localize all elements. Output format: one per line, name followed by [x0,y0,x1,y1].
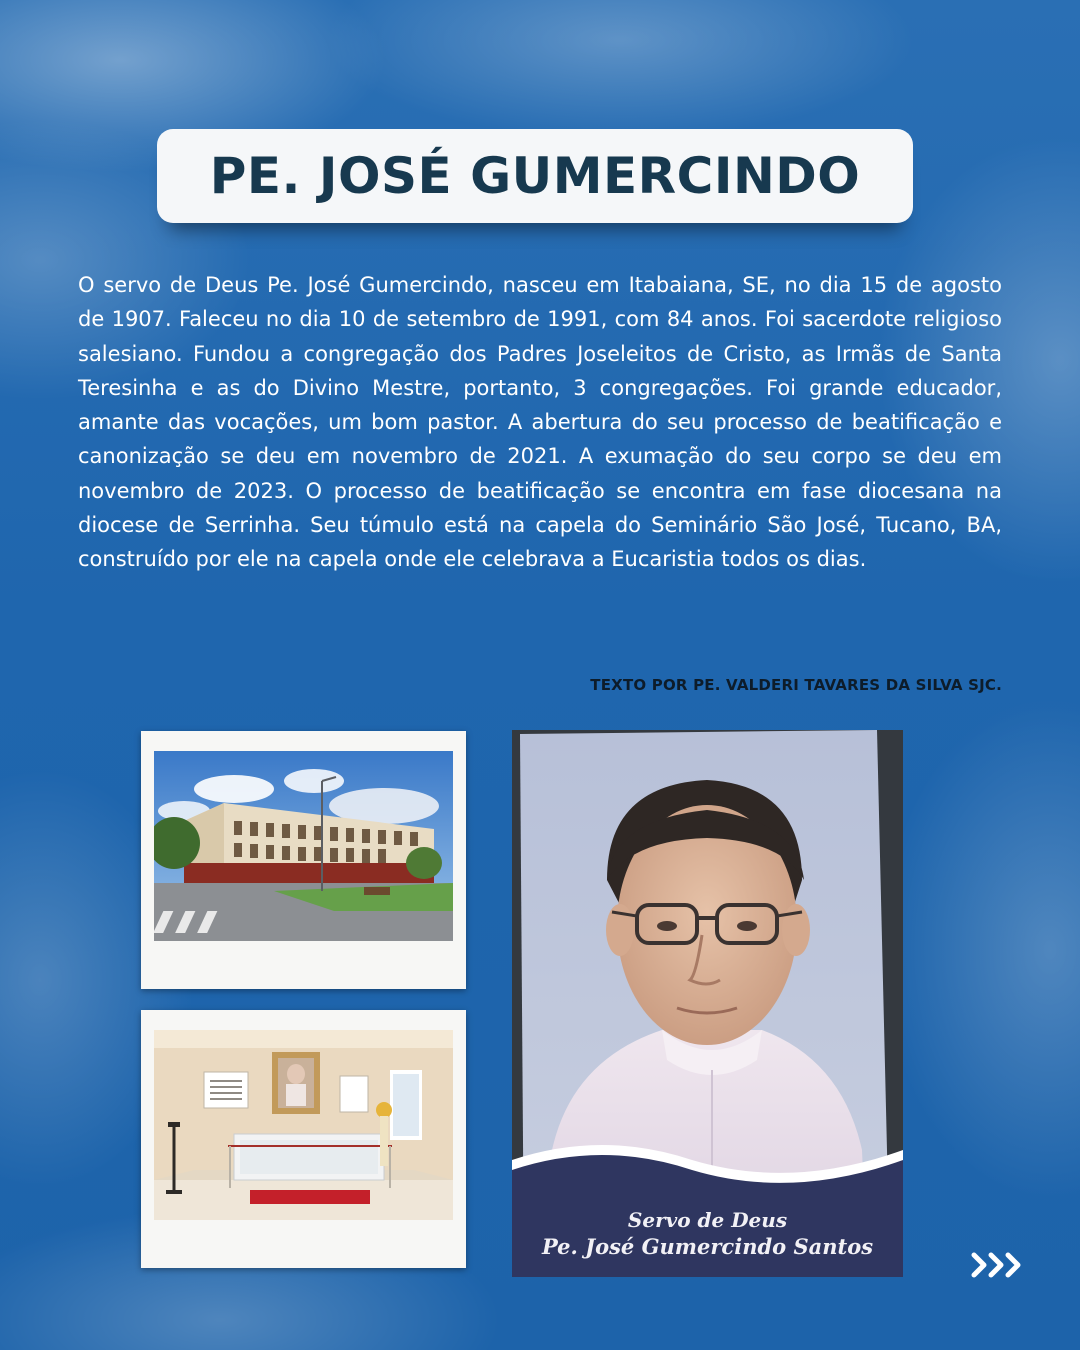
priest-portrait-image [512,730,903,1277]
card-caption-title: Servo de Deus [627,1208,788,1232]
triple-chevron-right-icon [970,1250,1026,1280]
chapel-tomb-photo [141,1010,466,1268]
seminary-building-photo [141,731,466,989]
portrait-prayer-card [512,730,903,1277]
biography-paragraph: O servo de Deus Pe. José Gumercindo, nasceu em Itabaiana, SE, no dia 15 de agosto de 1907. Faleceu no dia 10 de setembro de 1991, com 84 anos. Foi sacerdote religioso salesiano. Fundou a congregação dos Padres Joseleitos de Cristo, as Irmãs de Santa Teresinha e as do Divino Mestre, portanto, 3 congregações. Foi grande educador, amante das vocações, um bom pastor. A abertura do seu processo de beatificação e canonização se deu em novembro de 2021. A exumação do seu corpo se deu em novembro de 2023. O processo de beatificação se encontra em fase diocesana na diocese de Serrinha. Seu túmulo está na capela do Seminário São José, Tucano, BA, construído por ele na capela onde ele celebrava a Eucaristia todos os dias. [78,273,1002,572]
card-caption-name: Pe. José Gumercindo Santos [541,1234,874,1259]
page-title: PE. JOSÉ GUMERCINDO [209,147,861,205]
seminary-building-image [154,751,453,941]
next-page-button[interactable] [970,1250,1026,1280]
author-credit: TEXTO POR PE. VALDERI TAVARES DA SILVA SJC. [590,676,1002,694]
title-banner [157,129,913,223]
chapel-tomb-image [154,1030,453,1220]
